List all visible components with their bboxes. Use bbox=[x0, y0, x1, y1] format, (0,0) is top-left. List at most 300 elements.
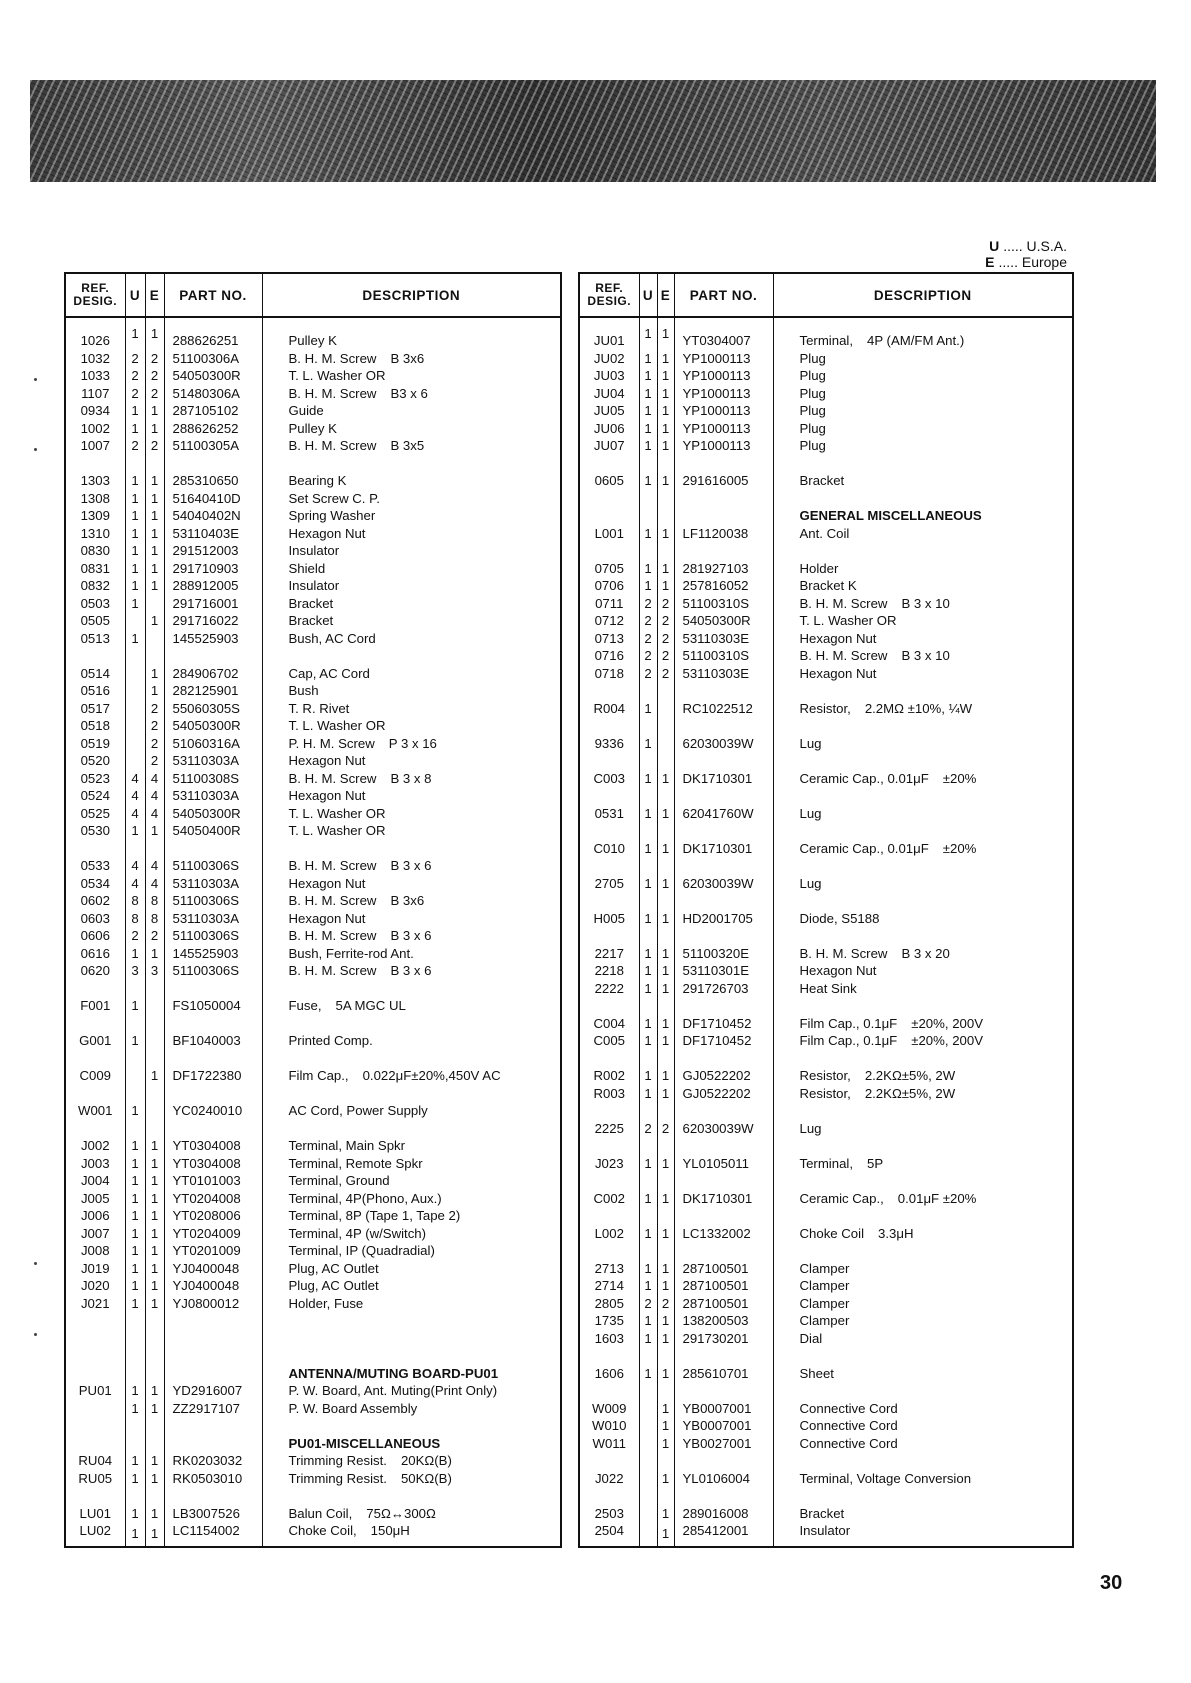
qty-usa-cell: 1 bbox=[125, 1382, 145, 1400]
ref-desig-cell: 0832 bbox=[65, 577, 125, 595]
qty-europe-cell: 1 bbox=[145, 1522, 164, 1547]
qty-usa-cell: 4 bbox=[125, 857, 145, 875]
spec-text: 0.01μF ±20% bbox=[897, 1190, 977, 1206]
qty-europe-cell bbox=[657, 1347, 674, 1365]
part-number-cell: 287100501 bbox=[674, 1260, 773, 1278]
description-text: Bush, Ferrite-rod Ant. bbox=[288, 945, 414, 961]
parts-table-left bbox=[64, 272, 562, 1548]
ref-desig-cell bbox=[579, 717, 639, 735]
description-cell bbox=[773, 317, 1073, 350]
table-row bbox=[65, 1155, 561, 1173]
part-number-cell bbox=[164, 455, 262, 473]
table-row bbox=[65, 945, 561, 963]
part-number-cell bbox=[164, 1120, 262, 1138]
ref-desig-cell: W001 bbox=[65, 1102, 125, 1120]
ref-desig-cell: 2222 bbox=[579, 980, 639, 998]
ref-desig-cell: 2705 bbox=[579, 875, 639, 893]
description-text: Bush bbox=[288, 683, 319, 698]
table-row bbox=[579, 1330, 1073, 1348]
table-row bbox=[579, 472, 1073, 490]
table-row bbox=[65, 665, 561, 683]
qty-usa-cell bbox=[125, 840, 145, 858]
qty-europe-cell: 1 bbox=[657, 1032, 674, 1050]
qty-usa-cell: 2 bbox=[639, 595, 657, 613]
table-row bbox=[65, 455, 561, 473]
table-row bbox=[579, 1382, 1073, 1400]
qty-europe-cell: 1 bbox=[145, 1260, 164, 1278]
qty-usa-cell: 2 bbox=[125, 350, 145, 368]
part-number-cell: 54050300R bbox=[674, 612, 773, 630]
table-row bbox=[579, 787, 1073, 805]
qty-europe-cell bbox=[657, 1102, 674, 1120]
table-row bbox=[579, 1207, 1073, 1225]
qty-europe-cell: 1 bbox=[145, 542, 164, 560]
description-text: Clamper bbox=[799, 1313, 850, 1328]
qty-europe-cell: 1 bbox=[657, 1277, 674, 1295]
table-row bbox=[65, 542, 561, 560]
table-row bbox=[579, 490, 1073, 508]
scan-speck bbox=[34, 378, 37, 381]
spec-text: B 3 x 10 bbox=[901, 595, 950, 611]
qty-usa-cell: 2 bbox=[639, 1120, 657, 1138]
description-text: Trimming Resist. bbox=[288, 1453, 387, 1468]
description-cell bbox=[773, 595, 1073, 613]
part-number-cell: YP1000113 bbox=[674, 367, 773, 385]
qty-europe-cell bbox=[145, 1312, 164, 1330]
table-row bbox=[579, 402, 1073, 420]
description-cell bbox=[773, 542, 1073, 560]
description-text: Terminal, 8P (Tape 1, Tape 2) bbox=[288, 1208, 461, 1223]
description-cell bbox=[262, 437, 561, 455]
description-text: Plug bbox=[799, 350, 826, 366]
description-cell bbox=[262, 1330, 561, 1348]
description-text: Balun Coil, bbox=[288, 1505, 353, 1521]
description-cell bbox=[262, 1137, 561, 1155]
qty-usa-cell: 1 bbox=[125, 317, 145, 350]
spec-text: B 3x5 bbox=[390, 438, 425, 453]
qty-europe-cell: 1 bbox=[657, 350, 674, 368]
ref-desig-cell bbox=[579, 1137, 639, 1155]
table-row bbox=[579, 577, 1073, 595]
ref-desig-cell: 1033 bbox=[65, 367, 125, 385]
ref-desig-cell: 1735 bbox=[579, 1312, 639, 1330]
description-text: ANTENNA/MUTING BOARD-PU01 bbox=[288, 1365, 499, 1381]
qty-europe-cell: 1 bbox=[145, 612, 164, 630]
description-cell bbox=[773, 1400, 1073, 1418]
description-cell bbox=[773, 560, 1073, 578]
qty-europe-cell: 2 bbox=[657, 630, 674, 648]
legend-e-value: ..... Europe bbox=[998, 254, 1067, 270]
table-row bbox=[579, 822, 1073, 840]
qty-europe-cell bbox=[657, 892, 674, 910]
part-number-cell: YB0007001 bbox=[674, 1400, 773, 1418]
description-cell bbox=[773, 717, 1073, 735]
spec-text: B 3 x 6 bbox=[390, 963, 432, 978]
qty-usa-cell bbox=[125, 1067, 145, 1085]
qty-usa-cell: 1 bbox=[639, 735, 657, 753]
part-number-cell: 145525903 bbox=[164, 630, 262, 648]
qty-europe-cell: 1 bbox=[657, 980, 674, 998]
table-row bbox=[65, 980, 561, 998]
part-number-cell bbox=[674, 717, 773, 735]
description-cell bbox=[262, 1190, 561, 1208]
ref-desig-cell: 0706 bbox=[579, 577, 639, 595]
description-text: Set Screw C. P. bbox=[288, 490, 380, 506]
description-text: Plug bbox=[799, 438, 826, 453]
table-row bbox=[579, 647, 1073, 665]
description-cell bbox=[773, 1225, 1073, 1243]
part-number-cell: 291616005 bbox=[674, 472, 773, 490]
spec-text: B 3 x 8 bbox=[390, 770, 432, 786]
ref-desig-cell: 2713 bbox=[579, 1260, 639, 1278]
qty-europe-cell: 1 bbox=[657, 1522, 674, 1547]
qty-usa-cell: 1 bbox=[125, 1225, 145, 1243]
ref-desig-cell: 0530 bbox=[65, 822, 125, 840]
table-row bbox=[579, 1347, 1073, 1365]
qty-usa-cell bbox=[639, 822, 657, 840]
part-number-cell: YJ0400048 bbox=[164, 1277, 262, 1295]
qty-europe-cell bbox=[657, 735, 674, 753]
part-number-cell: YC0240010 bbox=[164, 1102, 262, 1120]
qty-usa-cell: 4 bbox=[125, 805, 145, 823]
description-cell bbox=[773, 577, 1073, 595]
ref-desig-cell bbox=[65, 840, 125, 858]
description-cell bbox=[773, 962, 1073, 980]
description-cell bbox=[262, 1207, 561, 1225]
description-text: Trimming Resist. bbox=[288, 1470, 387, 1486]
qty-usa-cell: 1 bbox=[639, 472, 657, 490]
ref-desig-cell: 1032 bbox=[65, 350, 125, 368]
description-cell bbox=[773, 735, 1073, 753]
qty-usa-cell: 1 bbox=[125, 490, 145, 508]
description-text: P. W. Board, Ant. Muting(Print Only) bbox=[288, 1383, 498, 1398]
description-cell bbox=[773, 997, 1073, 1015]
qty-europe-cell: 2 bbox=[145, 735, 164, 753]
ref-desig-cell bbox=[579, 455, 639, 473]
description-cell bbox=[262, 927, 561, 945]
ref-desig-cell: 2503 bbox=[579, 1505, 639, 1523]
qty-usa-cell: 1 bbox=[125, 402, 145, 420]
ref-desig-cell bbox=[579, 822, 639, 840]
description-text: Hexagon Nut bbox=[288, 875, 366, 891]
description-text: Insulator bbox=[799, 1523, 851, 1538]
qty-usa-cell: 1 bbox=[639, 317, 657, 350]
table-row bbox=[65, 875, 561, 893]
ref-desig-cell: C003 bbox=[579, 770, 639, 788]
spec-text: 50KΩ(B) bbox=[400, 1470, 452, 1486]
description-cell bbox=[262, 647, 561, 665]
qty-usa-cell: 3 bbox=[125, 962, 145, 980]
part-number-cell: 51100310S bbox=[674, 595, 773, 613]
qty-europe-cell: 8 bbox=[145, 910, 164, 928]
spec-text: 3.3μH bbox=[878, 1225, 914, 1241]
qty-europe-cell: 2 bbox=[657, 612, 674, 630]
part-number-cell: DF1710452 bbox=[674, 1032, 773, 1050]
qty-usa-cell bbox=[639, 1452, 657, 1470]
qty-europe-cell bbox=[657, 857, 674, 875]
ref-desig-cell: J022 bbox=[579, 1470, 639, 1488]
description-cell bbox=[773, 647, 1073, 665]
qty-europe-cell: 1 bbox=[145, 1137, 164, 1155]
part-number-cell: YP1000113 bbox=[674, 385, 773, 403]
qty-usa-cell bbox=[639, 1347, 657, 1365]
description-cell bbox=[262, 577, 561, 595]
part-number-cell: YJ0400048 bbox=[164, 1260, 262, 1278]
part-number-cell: DK1710301 bbox=[674, 840, 773, 858]
description-cell bbox=[262, 962, 561, 980]
qty-usa-cell: 1 bbox=[639, 1015, 657, 1033]
qty-usa-cell: 4 bbox=[125, 770, 145, 788]
description-text: Terminal, 4P(Phono, Aux.) bbox=[288, 1190, 442, 1206]
ref-desig-cell: J021 bbox=[65, 1295, 125, 1313]
qty-usa-cell bbox=[639, 997, 657, 1015]
description-cell bbox=[773, 1155, 1073, 1173]
ref-desig-cell: 1603 bbox=[579, 1330, 639, 1348]
description-cell bbox=[773, 1365, 1073, 1383]
qty-europe-cell: 1 bbox=[657, 560, 674, 578]
ref-desig-cell: 1606 bbox=[579, 1365, 639, 1383]
col-e: E bbox=[657, 273, 674, 317]
part-number-cell: DF1710452 bbox=[674, 1015, 773, 1033]
table-row bbox=[65, 490, 561, 508]
description-text: Ceramic Cap., 0.01μF bbox=[799, 770, 929, 786]
description-cell bbox=[773, 455, 1073, 473]
table-row bbox=[579, 420, 1073, 438]
spec-text: P 3 x 16 bbox=[388, 735, 437, 751]
description-cell bbox=[773, 682, 1073, 700]
qty-usa-cell: 1 bbox=[639, 875, 657, 893]
ref-desig-cell bbox=[65, 1120, 125, 1138]
part-number-cell: 51100306S bbox=[164, 927, 262, 945]
part-number-cell: 288626252 bbox=[164, 420, 262, 438]
qty-usa-cell bbox=[125, 1120, 145, 1138]
part-number-cell bbox=[674, 892, 773, 910]
qty-europe-cell: 1 bbox=[145, 1452, 164, 1470]
table-row bbox=[579, 367, 1073, 385]
qty-europe-cell: 2 bbox=[657, 1120, 674, 1138]
qty-usa-cell bbox=[639, 682, 657, 700]
qty-usa-cell: 1 bbox=[125, 1155, 145, 1173]
qty-usa-cell bbox=[639, 1172, 657, 1190]
qty-europe-cell bbox=[145, 647, 164, 665]
spec-text: 5P bbox=[867, 1155, 884, 1171]
table-row bbox=[65, 910, 561, 928]
description-cell bbox=[773, 1067, 1073, 1085]
ref-desig-cell bbox=[579, 1102, 639, 1120]
description-cell bbox=[773, 437, 1073, 455]
qty-usa-cell bbox=[639, 1137, 657, 1155]
part-number-cell: 288912005 bbox=[164, 577, 262, 595]
part-number-cell: YP1000113 bbox=[674, 420, 773, 438]
section-heading bbox=[262, 1365, 561, 1383]
table-row bbox=[579, 717, 1073, 735]
ref-desig-cell: J008 bbox=[65, 1242, 125, 1260]
description-text: Connective Cord bbox=[799, 1435, 898, 1451]
ref-desig-cell: 0705 bbox=[579, 560, 639, 578]
qty-europe-cell: 2 bbox=[145, 437, 164, 455]
qty-europe-cell: 4 bbox=[145, 857, 164, 875]
part-number-cell: LC1332002 bbox=[674, 1225, 773, 1243]
description-text: Ant. Coil bbox=[799, 525, 850, 541]
description-cell bbox=[262, 1470, 561, 1488]
qty-usa-cell bbox=[639, 1242, 657, 1260]
table-row bbox=[579, 525, 1073, 543]
section-heading bbox=[773, 507, 1073, 525]
qty-usa-cell: 1 bbox=[639, 1312, 657, 1330]
description-cell bbox=[262, 1295, 561, 1313]
description-cell bbox=[262, 770, 561, 788]
ref-desig-cell: 0831 bbox=[65, 560, 125, 578]
ref-desig-cell bbox=[579, 1452, 639, 1470]
part-number-cell: LF1120038 bbox=[674, 525, 773, 543]
qty-usa-cell: 2 bbox=[125, 367, 145, 385]
table-row bbox=[65, 1365, 561, 1383]
description-text: Plug bbox=[799, 420, 826, 436]
description-cell bbox=[262, 1487, 561, 1505]
table-row bbox=[65, 525, 561, 543]
description-cell bbox=[773, 1015, 1073, 1033]
spec-text: 2.2KΩ±5%, 2W bbox=[864, 1085, 956, 1101]
description-cell bbox=[262, 1102, 561, 1120]
part-number-cell bbox=[674, 1050, 773, 1068]
qty-usa-cell: 1 bbox=[125, 1505, 145, 1523]
description-text: Terminal, Remote Spkr bbox=[288, 1155, 423, 1171]
qty-usa-cell bbox=[639, 787, 657, 805]
spec-text: B 3 x 20 bbox=[901, 945, 950, 961]
table-row bbox=[579, 1400, 1073, 1418]
ref-desig-cell: J003 bbox=[65, 1155, 125, 1173]
ref-desig-cell: 0620 bbox=[65, 962, 125, 980]
spec-text: ±20%, 200V bbox=[911, 1015, 983, 1031]
part-number-cell: ZZ2917107 bbox=[164, 1400, 262, 1418]
qty-europe-cell: 1 bbox=[145, 1155, 164, 1173]
ref-desig-cell: 0830 bbox=[65, 542, 125, 560]
part-number-cell: 285310650 bbox=[164, 472, 262, 490]
description-cell bbox=[773, 1435, 1073, 1453]
description-cell bbox=[262, 1225, 561, 1243]
ref-desig-cell bbox=[579, 787, 639, 805]
table-row bbox=[65, 647, 561, 665]
part-number-cell: DF1722380 bbox=[164, 1067, 262, 1085]
qty-usa-cell: 1 bbox=[639, 560, 657, 578]
ref-desig-cell: PU01 bbox=[65, 1382, 125, 1400]
qty-usa-cell: 1 bbox=[125, 595, 145, 613]
ref-desig-cell: 0533 bbox=[65, 857, 125, 875]
ref-desig-cell: J006 bbox=[65, 1207, 125, 1225]
col-ref-desig: REF. DESIG. bbox=[65, 273, 125, 317]
qty-europe-cell: 2 bbox=[145, 717, 164, 735]
col-ref-desig: REF. DESIG. bbox=[579, 273, 639, 317]
table-row bbox=[65, 1242, 561, 1260]
description-cell bbox=[262, 542, 561, 560]
description-text: Bearing K bbox=[288, 473, 347, 488]
ref-desig-cell: 0712 bbox=[579, 612, 639, 630]
part-number-cell bbox=[674, 857, 773, 875]
scan-speck bbox=[34, 1262, 37, 1265]
table-row bbox=[579, 1155, 1073, 1173]
qty-europe-cell bbox=[145, 1050, 164, 1068]
description-text: T. L. Washer OR bbox=[288, 823, 386, 838]
description-cell bbox=[773, 1417, 1073, 1435]
part-number-cell: YL0105011 bbox=[674, 1155, 773, 1173]
table-row bbox=[579, 857, 1073, 875]
part-number-cell: 285412001 bbox=[674, 1522, 773, 1547]
description-cell bbox=[262, 682, 561, 700]
qty-europe-cell: 1 bbox=[657, 1225, 674, 1243]
qty-europe-cell bbox=[657, 1050, 674, 1068]
ref-desig-cell bbox=[579, 1207, 639, 1225]
description-text: Terminal, Voltage Conversion bbox=[799, 1470, 972, 1486]
description-text: B. H. M. Screw bbox=[288, 893, 377, 908]
description-text: Insulator bbox=[288, 543, 340, 558]
qty-europe-cell: 8 bbox=[145, 892, 164, 910]
qty-europe-cell: 1 bbox=[657, 1312, 674, 1330]
description-cell bbox=[262, 1312, 561, 1330]
description-cell bbox=[773, 945, 1073, 963]
part-number-cell: 53110303E bbox=[674, 665, 773, 683]
qty-europe-cell: 2 bbox=[145, 927, 164, 945]
table-row bbox=[65, 1172, 561, 1190]
qty-europe-cell: 1 bbox=[657, 1085, 674, 1103]
ref-desig-cell: 0519 bbox=[65, 735, 125, 753]
qty-usa-cell bbox=[639, 892, 657, 910]
table-row bbox=[579, 805, 1073, 823]
table-row bbox=[65, 1312, 561, 1330]
description-cell bbox=[773, 875, 1073, 893]
description-cell bbox=[262, 1015, 561, 1033]
table-row bbox=[579, 770, 1073, 788]
description-cell bbox=[773, 770, 1073, 788]
part-number-cell: 54050300R bbox=[164, 367, 262, 385]
qty-europe-cell bbox=[657, 927, 674, 945]
description-cell bbox=[262, 1242, 561, 1260]
description-text: B. H. M. Screw bbox=[799, 945, 888, 961]
part-number-cell: 53110403E bbox=[164, 525, 262, 543]
table-row bbox=[65, 787, 561, 805]
description-cell bbox=[773, 385, 1073, 403]
qty-europe-cell: 1 bbox=[657, 577, 674, 595]
qty-usa-cell bbox=[639, 542, 657, 560]
description-cell bbox=[773, 420, 1073, 438]
part-number-cell bbox=[674, 542, 773, 560]
description-cell bbox=[262, 752, 561, 770]
qty-europe-cell: 1 bbox=[657, 1505, 674, 1523]
qty-europe-cell: 2 bbox=[145, 752, 164, 770]
part-number-cell bbox=[674, 1207, 773, 1225]
qty-usa-cell bbox=[125, 1417, 145, 1435]
qty-europe-cell: 1 bbox=[657, 875, 674, 893]
qty-europe-cell bbox=[657, 1452, 674, 1470]
table-row bbox=[579, 997, 1073, 1015]
ref-desig-cell: JU02 bbox=[579, 350, 639, 368]
description-cell bbox=[773, 1295, 1073, 1313]
part-number-cell: 53110303A bbox=[164, 910, 262, 928]
part-number-cell: 51100306A bbox=[164, 350, 262, 368]
description-text: Resistor, bbox=[799, 1068, 851, 1083]
table-row bbox=[65, 700, 561, 718]
qty-europe-cell bbox=[145, 980, 164, 998]
description-text: Plug, AC Outlet bbox=[288, 1260, 379, 1276]
qty-europe-cell bbox=[657, 752, 674, 770]
description-text: Dial bbox=[799, 1330, 823, 1346]
legend-u-key: U bbox=[989, 238, 1000, 254]
qty-usa-cell bbox=[639, 1207, 657, 1225]
legend-u-value: ..... U.S.A. bbox=[1003, 238, 1067, 254]
qty-europe-cell: 2 bbox=[657, 647, 674, 665]
description-text: Film Cap., 0.1μF bbox=[799, 1015, 898, 1031]
qty-europe-cell: 3 bbox=[145, 962, 164, 980]
qty-usa-cell bbox=[125, 752, 145, 770]
